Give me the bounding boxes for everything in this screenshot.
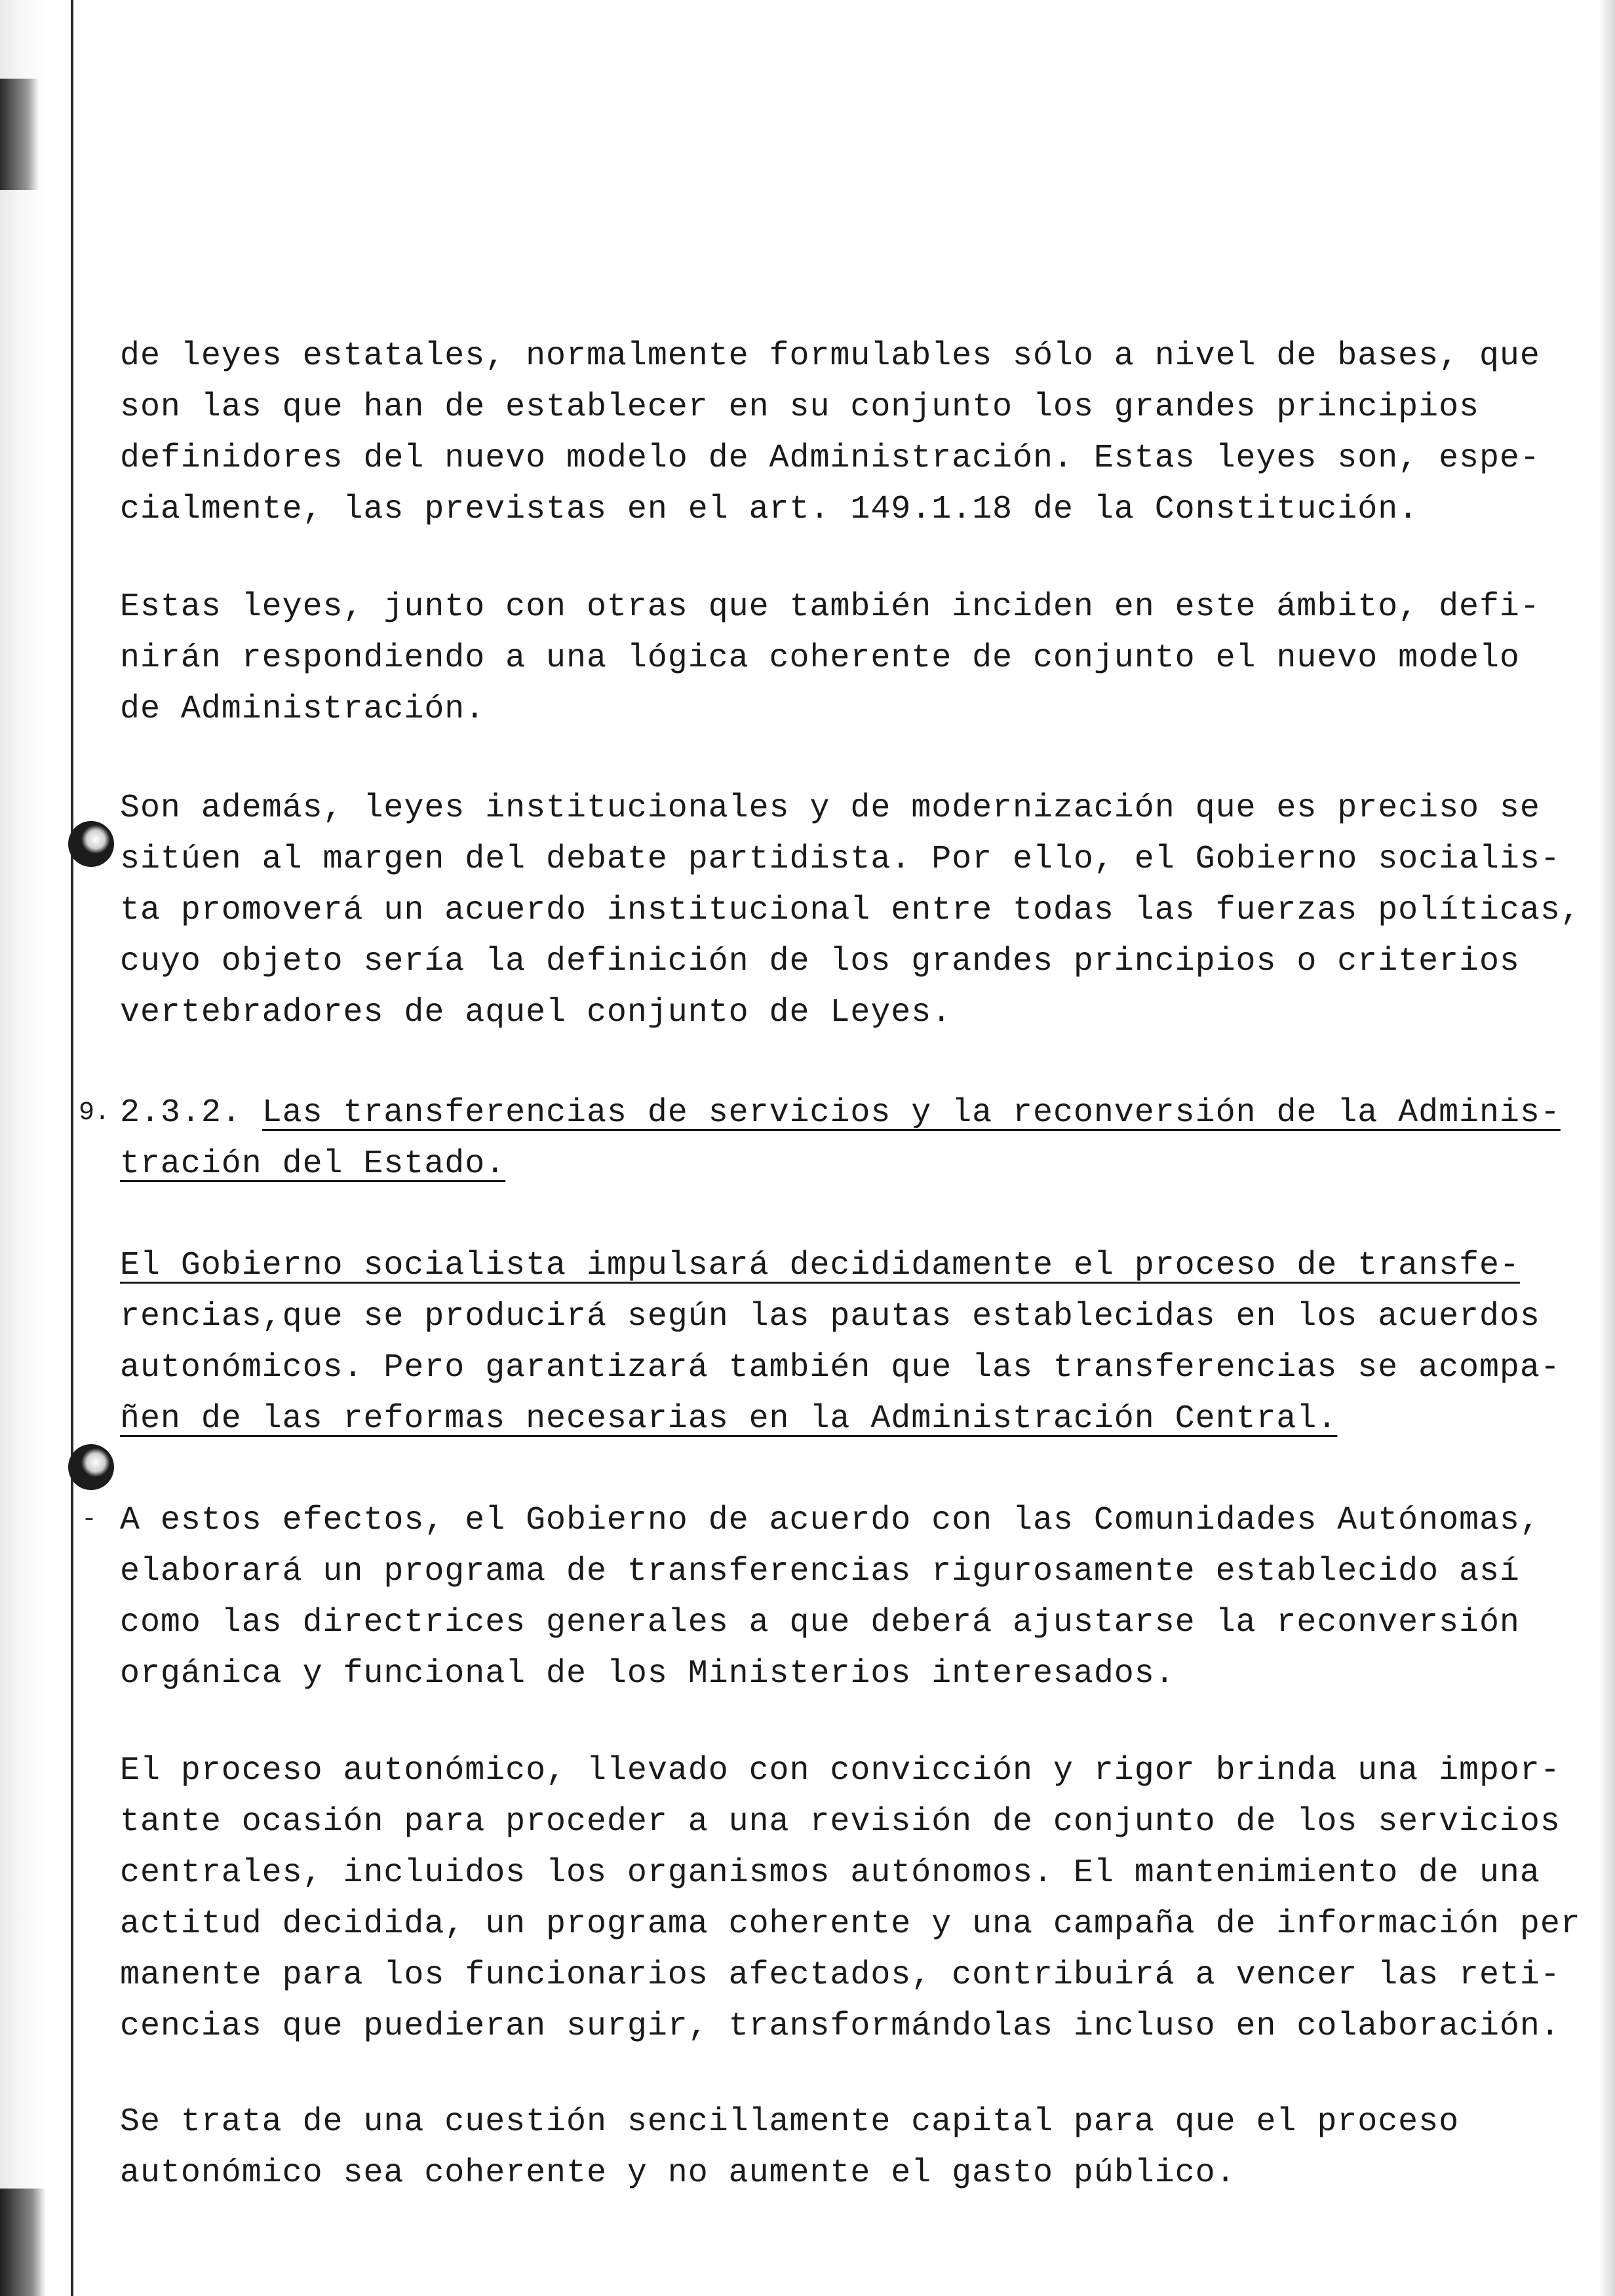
text-line: son las que han de establecer en su conjunto los grandes principios <box>120 389 1479 426</box>
text-line: rencias,que se producirá según las pautas establecidas en los acuerdos <box>120 1298 1540 1335</box>
binding-edge <box>0 0 46 2296</box>
text-line: cuyo objeto sería la definición de los grandes principios o criterios <box>120 943 1520 980</box>
text-line: sitúen al margen del debate partidista. Por ello, el Gobierno socialis- <box>120 841 1561 878</box>
margin-mark: 9. <box>79 1098 111 1128</box>
text-line: autonómico sea coherente y no aumente el gasto público. <box>120 2154 1236 2192</box>
binding-shadow-top <box>0 79 39 190</box>
punch-hole-icon <box>68 821 114 867</box>
section-title-part-2: tración del Estado. <box>120 1145 506 1183</box>
text-line: Estas leyes, junto con otras que también inciden en este ámbito, defi- <box>120 588 1540 626</box>
punch-hole-icon <box>68 1444 114 1490</box>
text-line: actitud decidida, un programa coherente y una campaña de información per <box>120 1905 1581 1943</box>
text-line: centrales, incluidos los organismos autónomos. El mantenimiento de una <box>120 1854 1540 1892</box>
text-line: definidores del nuevo modelo de Administración. Estas leyes son, espe- <box>120 440 1540 477</box>
paragraph-7 <box>120 2097 1562 2199</box>
binding-shadow-bottom <box>0 2189 46 2296</box>
paragraph-2 <box>120 582 1562 735</box>
text-line: Son además, leyes institucionales y de modernización que es preciso se <box>120 790 1540 827</box>
text-line: El Gobierno socialista impulsará decididamente el proceso de transfe- <box>120 1247 1520 1284</box>
section-heading-line-1 <box>120 1088 1562 1139</box>
paragraph-3 <box>120 783 1581 1039</box>
text-line: vertebradores de aquel conjunto de Leyes. <box>120 994 952 1031</box>
text-line: manente para los funcionarios afectados, contribuirá a vencer las reti- <box>120 1957 1561 1994</box>
text-line: ta promoverá un acuerdo institucional entre todas las fuerzas políticas, <box>120 892 1581 929</box>
section-number: 2.3.2. <box>120 1094 242 1132</box>
section-title-part-1: Las transferencias de servicios y la reconversión de la Adminis- <box>262 1094 1561 1132</box>
margin-tick: - <box>81 1505 98 1535</box>
section-heading <box>120 1088 1562 1190</box>
text-line: nirán respondiendo a una lógica coherente de conjunto el nuevo modelo <box>120 640 1520 677</box>
text-line: El proceso autonómico, llevado con convicción y rigor brinda una impor- <box>120 1752 1561 1789</box>
text-line: de leyes estatales, normalmente formulables sólo a nivel de bases, que <box>120 337 1540 375</box>
text-line: cencias que puedieran surgir, transformándolas incluso en colaboración. <box>120 2008 1561 2045</box>
text-line: elaborará un programa de transferencias rigurosamente establecido así <box>120 1553 1520 1590</box>
text-line: orgánica y funcional de los Ministerios interesados. <box>120 1655 1175 1693</box>
text-line: cialmente, las previstas en el art. 149.1.18 de la Constitución. <box>120 491 1419 528</box>
page-right-edge <box>1599 0 1615 2296</box>
paragraph-4 <box>120 1240 1562 1445</box>
paragraph-6 <box>120 1746 1581 2052</box>
paragraph-1 <box>120 331 1562 535</box>
text-line: A estos efectos, el Gobierno de acuerdo con las Comunidades Autónomas, <box>120 1502 1540 1539</box>
text-line: autonómicos. Pero garantizará también que las transferencias se acompa- <box>120 1349 1561 1387</box>
text-line: ñen de las reformas necesarias en la Administración Central. <box>120 1400 1338 1438</box>
text-line: de Administración. <box>120 691 486 728</box>
paragraph-5 <box>120 1495 1562 1700</box>
margin-rule <box>71 0 73 2296</box>
section-heading-line-2 <box>120 1139 1562 1190</box>
text-line: tante ocasión para proceder a una revisión de conjunto de los servicios <box>120 1803 1561 1841</box>
text-line: como las directrices generales a que deberá ajustarse la reconversión <box>120 1604 1520 1641</box>
text-line: Se trata de una cuestión sencillamente capital para que el proceso <box>120 2103 1460 2141</box>
